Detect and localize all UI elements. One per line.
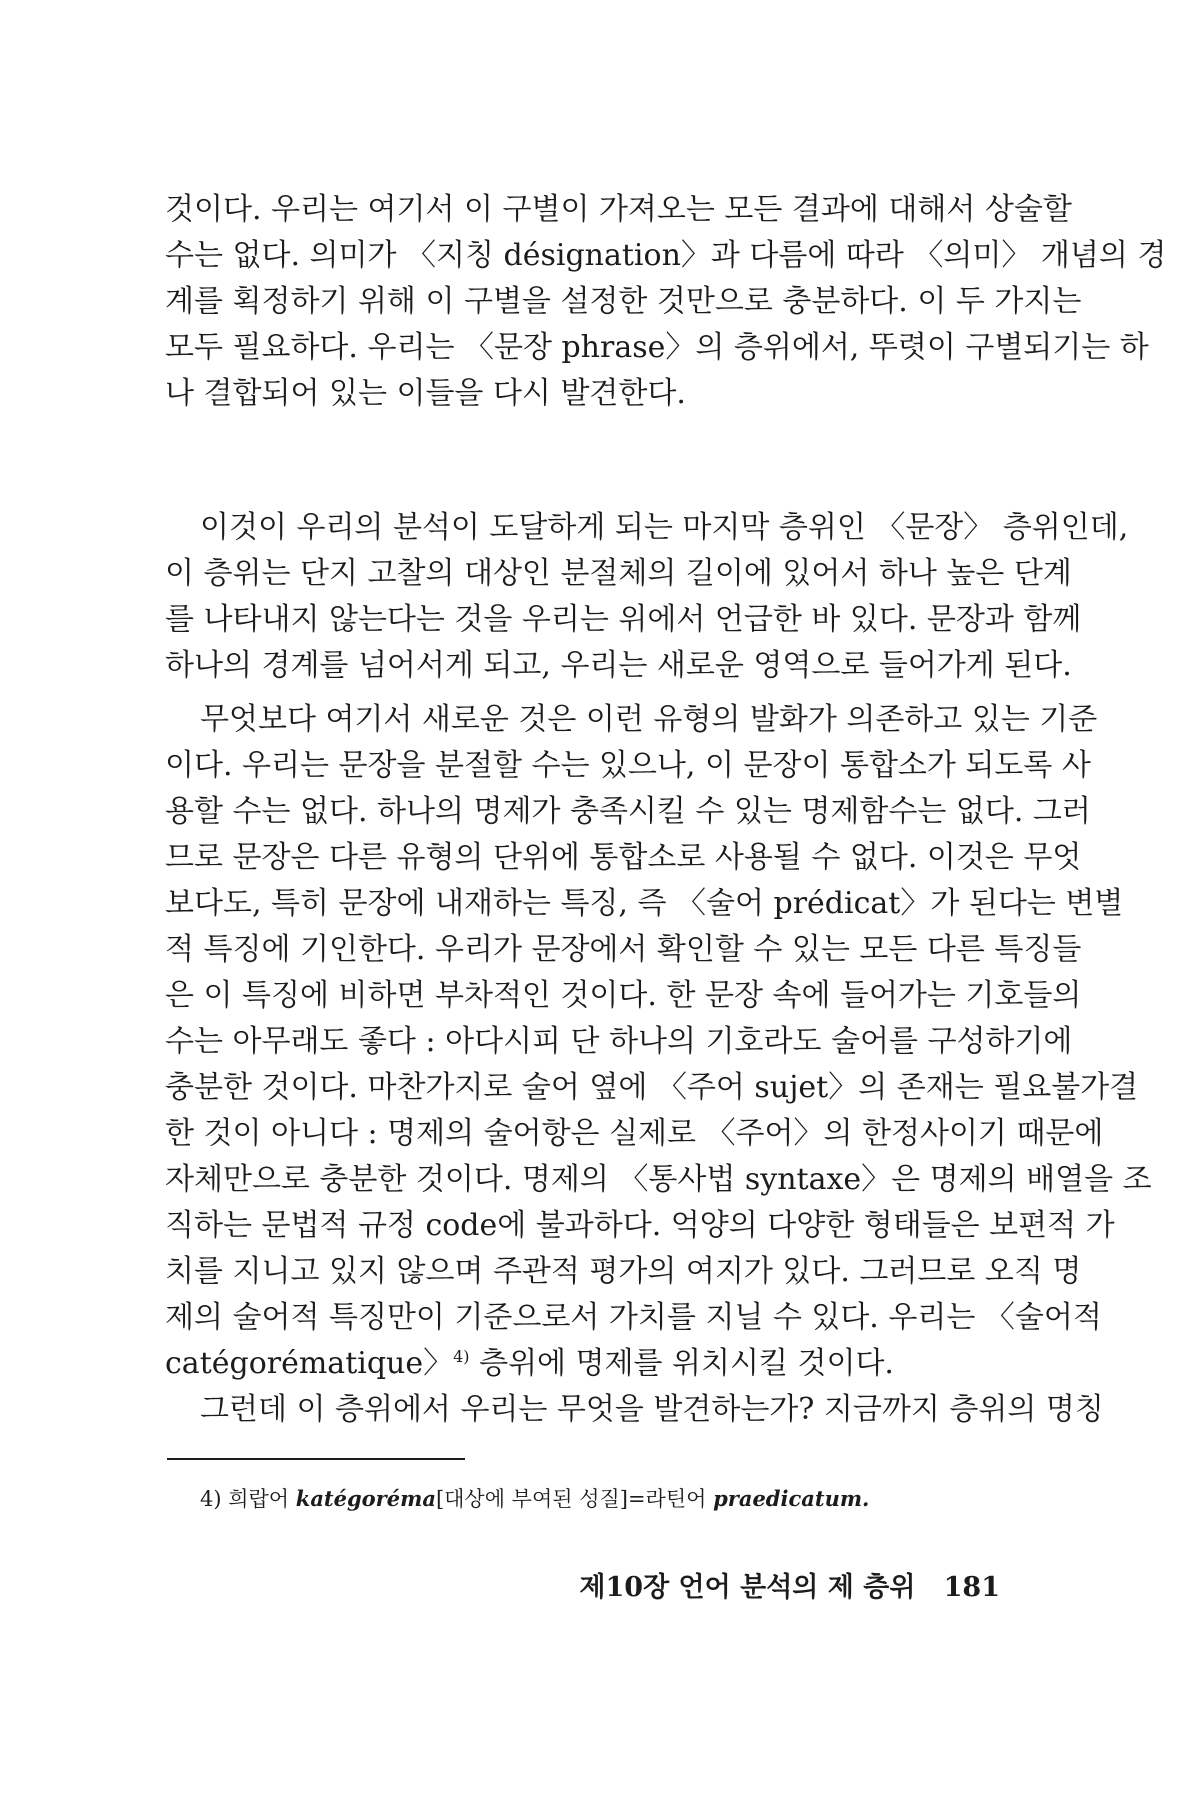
text-line: 를 나타내지 않는다는 것을 우리는 위에서 언급한 바 있다. 문장과 함께 [165, 602, 1082, 637]
text-line: 그런데 이 층위에서 우리는 무엇을 발견하는가? 지금까지 층위의 명칭 [200, 1392, 1104, 1427]
footnote-greek-term: katégoréma [295, 1486, 436, 1511]
chapter-title: 제10장 언어 분석의 제 층위 [579, 1572, 916, 1603]
text-line-with-note [165, 1344, 1035, 1384]
text-line: 한 것이 아니다 : 명제의 술어항은 실제로 〈주어〉의 한정사이기 때문에 [165, 1116, 1104, 1151]
running-footer [579, 1570, 1000, 1606]
text-fragment: 층위에 명제를 위치시킬 것이다. [469, 1346, 894, 1381]
footnote-rule [167, 1458, 465, 1460]
text-line: 자체만으로 충분한 것이다. 명제의 〈통사법 syntaxe〉은 명제의 배열을 조 [165, 1162, 1152, 1197]
page-number: 181 [943, 1572, 1000, 1603]
text-line: 하나의 경계를 넘어서게 되고, 우리는 새로운 영역으로 들어가게 된다. [165, 648, 1072, 683]
text-line: 보다도, 특히 문장에 내재하는 특징, 즉 〈술어 prédicat〉가 된다는 변별 [165, 886, 1124, 921]
text-line: 것이다. 우리는 여기서 이 구별이 가져오는 모든 결과에 대해서 상술할 [165, 192, 1072, 227]
text-line: 치를 지니고 있지 않으며 주관적 평가의 여지가 있다. 그러므로 오직 명 [165, 1254, 1082, 1289]
text-line: 수는 없다. 의미가 〈지칭 désignation〉과 다름에 따라 〈의미〉 개념의 경 [165, 238, 1167, 273]
text-fragment: catégorématique〉 [165, 1346, 454, 1381]
text-line: 무엇보다 여기서 새로운 것은 이런 유형의 발화가 의존하고 있는 기준 [200, 702, 1098, 737]
text-line: 계를 획정하기 위해 이 구별을 설정한 것만으로 충분하다. 이 두 가지는 [165, 284, 1082, 319]
text-line: 적 특징에 기인한다. 우리가 문장에서 확인할 수 있는 모든 다른 특징들 [165, 932, 1082, 967]
text-line: 나 결합되어 있는 이들을 다시 발견한다. [165, 376, 686, 411]
footnote-latin-term: praedicatum. [713, 1486, 870, 1511]
text-line: 충분한 것이다. 마찬가지로 술어 옆에 〈주어 sujet〉의 존재는 필요불가결 [165, 1070, 1139, 1105]
text-line: 수는 아무래도 좋다 : 아다시피 단 하나의 기호라도 술어를 구성하기에 [165, 1024, 1073, 1059]
text-line: 제의 술어적 특징만이 기준으로서 가치를 지닐 수 있다. 우리는 〈술어적 [165, 1300, 1102, 1335]
footnote-reference[interactable]: 4) [453, 1347, 470, 1366]
footnote-gloss: [대상에 부여된 성질]=라틴어 [435, 1487, 714, 1511]
text-line: 이다. 우리는 문장을 분절할 수는 있으나, 이 문장이 통합소가 되도록 사 [165, 748, 1091, 783]
footnote-number: 4) 희랍어 [200, 1487, 296, 1511]
text-line: 므로 문장은 다른 유형의 단위에 통합소로 사용될 수 없다. 이것은 무엇 [165, 840, 1082, 875]
text-line: 은 이 특징에 비하면 부차적인 것이다. 한 문장 속에 들어가는 기호들의 [165, 978, 1082, 1013]
text-line: 이것이 우리의 분석이 도달하게 되는 마지막 층위인 〈문장〉 층위인데, [200, 510, 1129, 545]
text-line: 이 층위는 단지 고찰의 대상인 분절체의 길이에 있어서 하나 높은 단계 [165, 556, 1072, 591]
text-line: 용할 수는 없다. 하나의 명제가 충족시킬 수 있는 명제함수는 없다. 그러 [165, 794, 1091, 829]
text-line: 모두 필요하다. 우리는 〈문장 phrase〉의 층위에서, 뚜렷이 구별되기는 하 [165, 330, 1149, 365]
text-line: 직하는 문법적 규정 code에 불과하다. 억양의 다양한 형태들은 보편적 가 [165, 1208, 1115, 1243]
footnote [200, 1484, 1060, 1514]
